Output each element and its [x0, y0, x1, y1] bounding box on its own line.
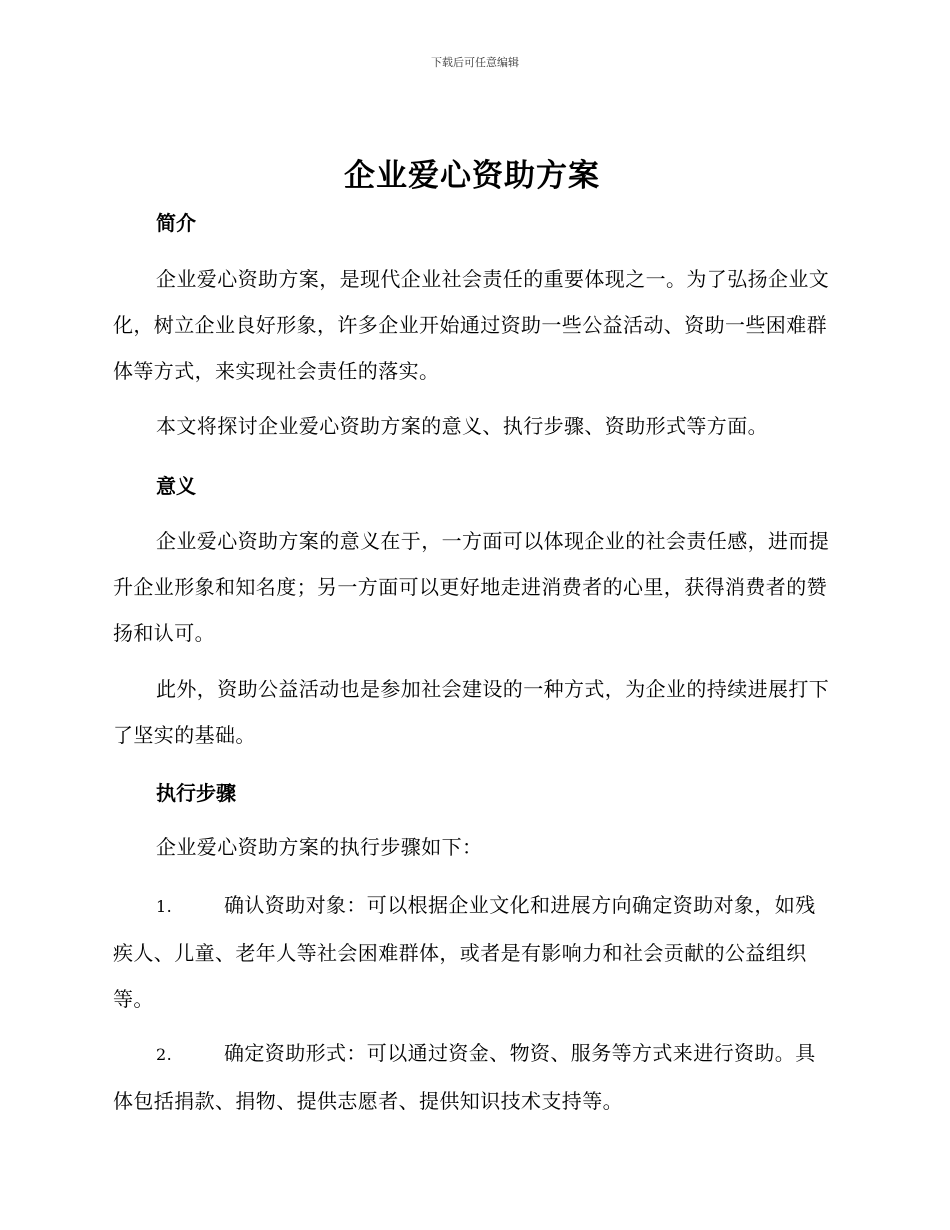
list-item	[113, 1030, 831, 1124]
heading-steps: 执行步骤	[156, 781, 236, 805]
intro-paragraph-1: 企业爱心资助方案，是现代企业社会责任的重要体现之一。为了弘扬企业文化，树立企业良好形象，许多企业开始通过资助一些公益活动、资助一些困难群体等方式，来实现社会责任的落实。	[113, 267, 830, 383]
list-item-number: 1.	[156, 897, 173, 916]
list-item-text: 确定资助形式：可以通过资金、物资、服务等方式来进行资助。具体包括捐款、捐物、提供志愿者、提供知识技术支持等。	[113, 1041, 816, 1113]
list-item	[113, 882, 831, 1022]
meaning-paragraph-2: 此外，资助公益活动也是参加社会建设的一种方式，为企业的持续进展打下了坚实的基础。	[113, 677, 830, 747]
document-title: 企业爱心资助方案	[344, 158, 600, 194]
steps-intro: 企业爱心资助方案的执行步骤如下：	[156, 835, 483, 859]
page-header: 下载后可任意编辑	[431, 56, 519, 69]
meaning-paragraph-1: 企业爱心资助方案的意义在于，一方面可以体现企业的社会责任感，进而提升企业形象和知名度；另一方面可以更好地走进消费者的心里，获得消费者的赞扬和认可。	[113, 529, 830, 645]
heading-intro: 简介	[156, 211, 196, 235]
list-item-number: 2.	[156, 1045, 173, 1064]
heading-meaning: 意义	[156, 474, 196, 498]
list-item-text: 确认资助对象：可以根据企业文化和进展方向确定资助对象，如残疾人、儿童、老年人等社会困难群体，或者是有影响力和社会贡献的公益组织等。	[113, 893, 816, 1011]
intro-paragraph-2: 本文将探讨企业爱心资助方案的意义、执行步骤、资助形式等方面。	[156, 414, 768, 438]
